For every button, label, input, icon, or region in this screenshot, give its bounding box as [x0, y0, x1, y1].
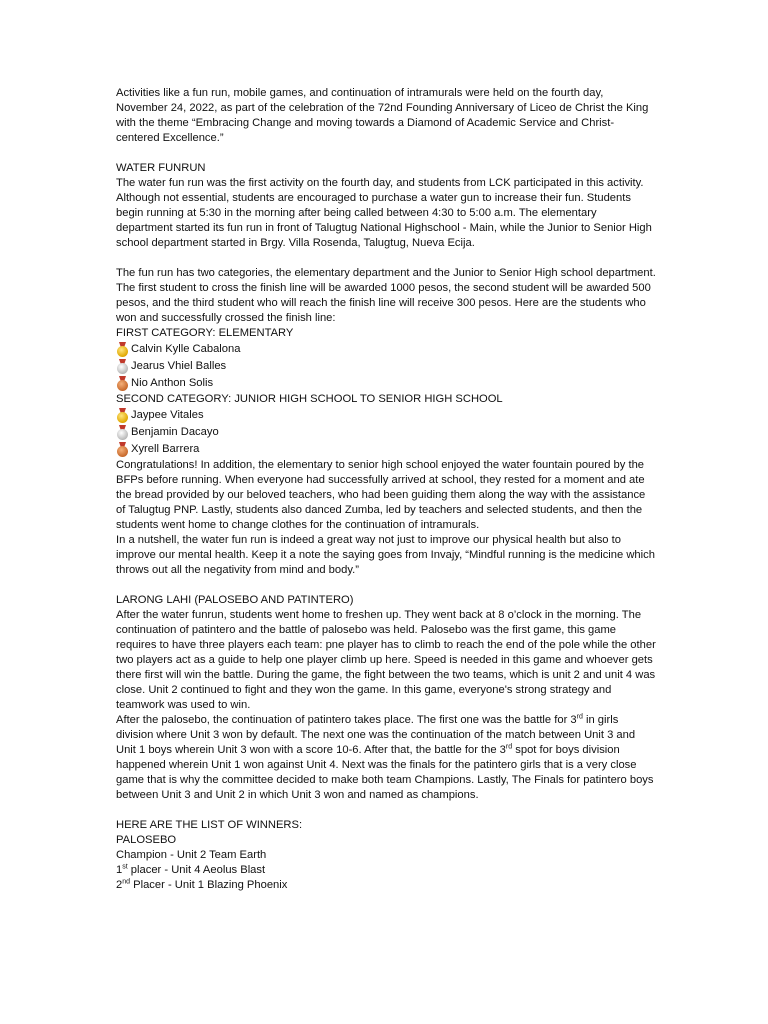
- text-span: 2: [116, 879, 123, 891]
- bronze-medal-icon: [116, 376, 129, 391]
- intro-paragraph: Activities like a fun run, mobile games, and continuation of intramurals were held on the fourth day, November 24, 2022, as part of the celebration of the 72nd Founding Anniversary of Liceo de Christ the King with the theme “Embracing Change and moving towards a Diamond of Academic Service and Christ-centered Excellence.”: [116, 87, 649, 144]
- superscript: rd: [505, 743, 513, 751]
- list-item: [116, 341, 656, 358]
- silver-medal-icon: [116, 425, 129, 440]
- list-item: [116, 441, 656, 458]
- winners-heading: HERE ARE THE LIST OF WINNERS:: [116, 819, 303, 831]
- first-category-heading: FIRST CATEGORY: ELEMENTARY: [116, 327, 294, 339]
- winner-name: Jaypee Vitales: [131, 409, 204, 421]
- text-span: 1: [116, 864, 123, 876]
- winner-name: Benjamin Dacayo: [131, 426, 219, 438]
- text-span: placer - Unit 4 Aeolus Blast: [127, 864, 266, 876]
- first-placer-line: [116, 863, 656, 878]
- superscript: nd: [122, 878, 131, 886]
- gold-medal-icon: [116, 408, 129, 423]
- winner-name: Xyrell Barrera: [131, 443, 200, 455]
- list-item: [116, 407, 656, 424]
- text-span: After the palosebo, the continuation of patintero takes place. The first one was the battle for 3: [116, 714, 577, 726]
- text-span: Placer - Unit 1 Blazing Phoenix: [130, 879, 288, 891]
- superscript: st: [122, 863, 128, 871]
- document-page: [116, 86, 656, 893]
- list-item: [116, 358, 656, 375]
- superscript: rd: [576, 713, 583, 721]
- text-span: in girls division where Unit 3 won by default. The next one was the continuation of the match between Unit 3 and Unit 1 boys wherein Unit 3 won with a score 10-6. After that, the battle for the 3: [116, 714, 636, 756]
- text-span: spot for boys division happened wherein Unit 1 won against Unit 4. Next was the finals for the patintero girls that is a very close game that is why the committee decided to make both team Champions. Lastly, The Finals for patintero boys between Unit 3 and Unit 2 in which Unit 3 won and named as champions.: [116, 744, 654, 801]
- second-category-heading: SECOND CATEGORY: JUNIOR HIGH SCHOOL TO SENIOR HIGH SCHOOL: [116, 393, 503, 405]
- silver-medal-icon: [116, 359, 129, 374]
- second-placer-line: [116, 878, 656, 893]
- water-funrun-paragraph-1: The water fun run was the first activity on the fourth day, and students from LCK participated in this activity. Although not essential, students are encouraged to purchase a water gun to increase their fun. Students begin running at 5:30 in the morning after being called between 4:30 to 5:00 a.m. The elementary department started its fun run in front of Talugtug National Highschool - Main, while the Junior to Senior High school department started in Brgy. Villa Rosenda, Talugtug, Nueva Ecija.: [116, 177, 652, 249]
- larong-lahi-heading: LARONG LAHI (PALOSEBO AND PATINTERO): [116, 594, 354, 606]
- bronze-medal-icon: [116, 442, 129, 457]
- gold-medal-icon: [116, 342, 129, 357]
- water-funrun-paragraph-2: The fun run has two categories, the elementary department and the Junior to Senior High school department. The first student to cross the finish line will be awarded 1000 pesos, the second student will be awarded 500 pesos, and the third student who will reach the finish line will receive 300 pesos. Here are the students who won and successfully crossed the finish line:: [116, 267, 656, 324]
- larong-lahi-paragraph-1: After the water funrun, students went home to freshen up. They went back at 8 o’clock in the morning. The continuation of patintero and the battle of palosebo was held. Palosebo was the first game, this game requires to have three players each team: pne player has to climb to reach the end of the pole while the other two players act as a guide to help one player climb up here. Speed is needed in this game and whoever gets there first will win the battle. During the game, the fight between the two teams, which is unit 2 and unit 4 was close. Unit 2 continued to fight and they won the game. In this game, everyone's strong strategy and teamwork was used to win.: [116, 609, 656, 711]
- winner-name: Calvin Kylle Cabalona: [131, 343, 241, 355]
- winner-name: Nio Anthon Solis: [131, 377, 214, 389]
- palosebo-subheading: PALOSEBO: [116, 834, 177, 846]
- list-item: [116, 424, 656, 441]
- winner-name: Jearus Vhiel Balles: [131, 360, 227, 372]
- water-funrun-paragraph-4: In a nutshell, the water fun run is indeed a great way not just to improve our physical health but also to improve our mental health. Keep it a note the saying goes from Invajy, “Mindful running is the medicine which throws out all the negativity from mind and body.”: [116, 534, 655, 576]
- champion-line: Champion - Unit 2 Team Earth: [116, 849, 267, 861]
- larong-lahi-paragraph-2: [116, 713, 656, 803]
- water-funrun-paragraph-3: Congratulations! In addition, the elementary to senior high school enjoyed the water fountain poured by the BFPs before running. When everyone had successfully arrived at school, they rested for a moment and ate the bread provided by our beloved teachers, who had been guiding them along the way with the assistance of Talugtug PNP. Lastly, students also danced Zumba, led by teachers and selected students, and then the students went home to change clothes for the continuation of intramurals.: [116, 459, 646, 531]
- list-item: [116, 375, 656, 392]
- water-funrun-heading: WATER FUNRUN: [116, 162, 206, 174]
